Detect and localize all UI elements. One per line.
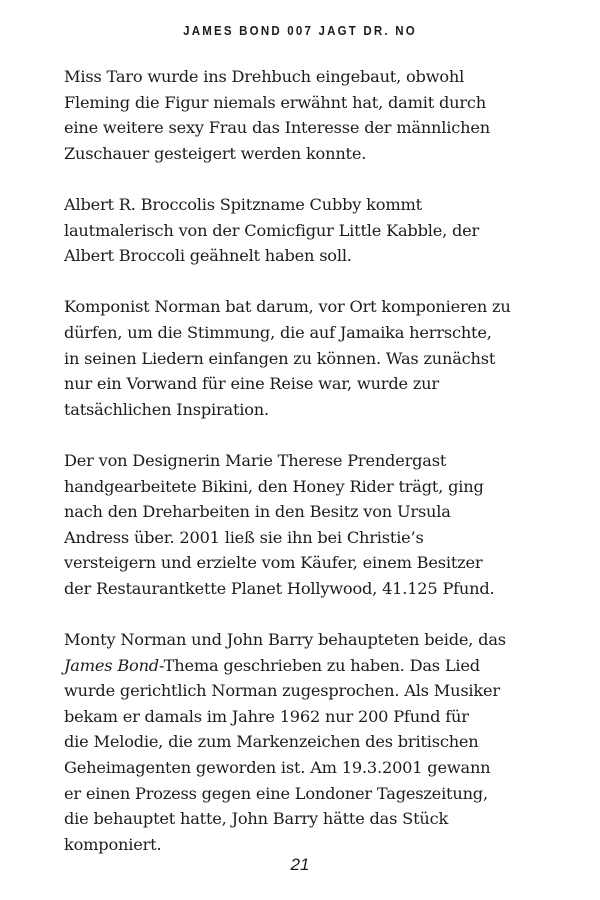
text-line: eine weitere sexy Frau das Interesse der männlichen — [64, 118, 490, 138]
italic-title-james-bond: James Bond — [64, 655, 159, 675]
paragraph-miss-taro — [64, 64, 554, 166]
text-line: dürfen, um die Stimmung, die auf Jamaika herrschte, — [64, 322, 492, 342]
body-text — [64, 64, 554, 883]
running-title: JAMES BOND 007 JAGT DR. NO — [183, 24, 417, 38]
text-line-rest: -Thema geschrieben zu haben. Das Lied — [158, 655, 480, 675]
text-line: Albert R. Broccolis Spitzname Cubby kommt — [64, 194, 422, 214]
text-line: lautmalerisch von der Comicfigur Little Kabble, der — [64, 220, 480, 240]
paragraph-composer-norman — [64, 294, 554, 422]
text-line: tatsächlichen Inspiration. — [64, 399, 269, 419]
text-line: versteigern und erzielte vom Käufer, einem Besitzer — [64, 553, 483, 573]
text-line: Monty Norman und John Barry behaupteten beide, das — [64, 630, 506, 650]
text-line: der Restaurantkette Planet Hollywood, 41.125 Pfund. — [64, 578, 495, 598]
text-line: nach den Dreharbeiten in den Besitz von Ursula — [64, 502, 451, 522]
text-line: Andress über. 2001 ließ sie ihn bei Christie’s — [64, 527, 424, 547]
text-line: Fleming die Figur niemals erwähnt hat, damit durch — [64, 92, 487, 112]
text-line — [64, 653, 554, 679]
text-line: handgearbeitete Bikini, den Honey Rider trägt, ging — [64, 476, 484, 496]
text-line: nur ein Vorwand für eine Reise war, wurde zur — [64, 374, 439, 394]
paragraph-theme-dispute — [64, 627, 554, 857]
text-line: die behauptet hatte, John Barry hätte das Stück — [64, 809, 449, 829]
text-line: Der von Designerin Marie Therese Prendergast — [64, 450, 447, 470]
page-number: 21 — [290, 855, 310, 874]
text-line: die Melodie, die zum Markenzeichen des britischen — [64, 732, 479, 752]
text-line: er einen Prozess gegen eine Londoner Tageszeitung, — [64, 783, 488, 803]
paragraph-broccoli-nickname — [64, 192, 554, 269]
text-line: wurde gerichtlich Norman zugesprochen. Als Musiker — [64, 681, 500, 701]
text-line: Geheimagenten geworden ist. Am 19.3.2001 gewann — [64, 758, 491, 778]
text-line: Komponist Norman bat darum, vor Ort komponieren zu — [64, 297, 511, 317]
text-line: Albert Broccoli geähnelt haben soll. — [64, 246, 352, 266]
text-line: in seinen Liedern einfangen zu können. Was zunächst — [64, 348, 496, 368]
paragraph-bikini — [64, 448, 554, 602]
text-line: komponiert. — [64, 834, 162, 854]
text-line: Zuschauer gesteigert werden konnte. — [64, 143, 367, 163]
text-line: Miss Taro wurde ins Drehbuch eingebaut, obwohl — [64, 67, 465, 86]
text-line: bekam er damals im Jahre 1962 nur 200 Pfund für — [64, 706, 469, 726]
